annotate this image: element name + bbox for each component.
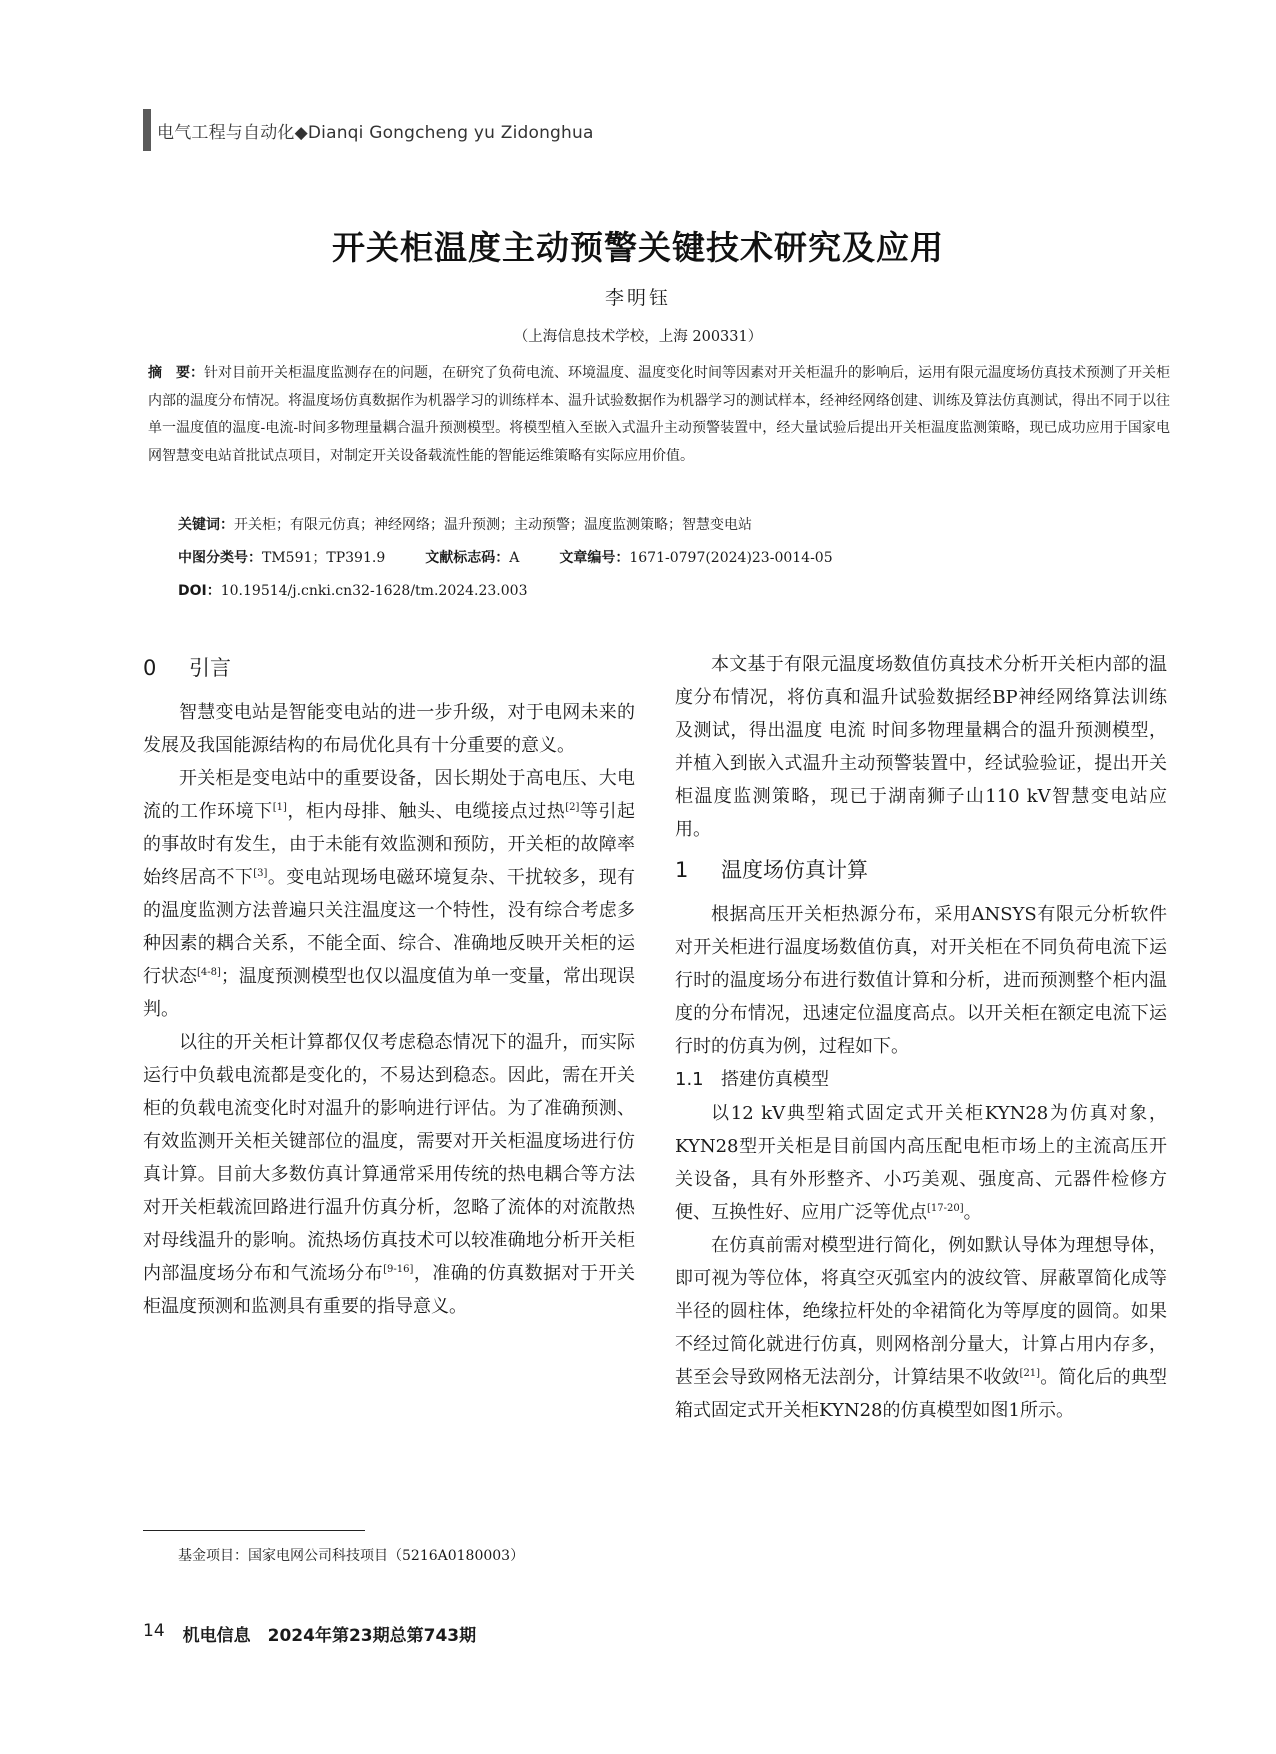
article-affiliation: （上海信息技术学校，上海 200331） bbox=[513, 329, 763, 345]
text-run: 。简化后的典型箱式固定式开关柜KYN28的仿真模型如图1所示。 bbox=[675, 1367, 1168, 1421]
page-number: 14 bbox=[143, 1621, 165, 1641]
document-code bbox=[425, 547, 519, 567]
citation: [17-20] bbox=[927, 1203, 964, 1214]
keywords-label: 关键词： bbox=[178, 517, 234, 533]
doi-value: 10.19514/j.cnki.cn32-1628/tm.2024.23.003 bbox=[220, 583, 528, 599]
text-run: ，柜内母排、触头、电缆接点过热 bbox=[286, 801, 566, 822]
right-column bbox=[675, 648, 1167, 1427]
section-title: 引言 bbox=[189, 656, 231, 680]
running-header bbox=[143, 108, 594, 152]
doi-label: DOI： bbox=[178, 583, 221, 599]
clc-label: 中图分类号： bbox=[178, 550, 262, 566]
section-title: 温度场仿真计算 bbox=[721, 858, 868, 882]
clc-number bbox=[178, 547, 385, 567]
text-run: ，准确的仿真数据对于开关柜温度预测和监测具有重要的指导意义。 bbox=[143, 1263, 635, 1317]
footnote-rule bbox=[143, 1530, 365, 1531]
clc-value: TM591；TP391.9 bbox=[262, 550, 386, 566]
abstract-text: 针对目前开关柜温度监测存在的问题，在研究了负荷电流、环境温度、温度变化时间等因素对开关柜温升的影响后，运用有限元温度场仿真技术预测了开关柜内部的温度分布情况。将温度场仿真数据作为机器学习的训练样本、温升试验数据作为机器学习的测试样本，经神经网络创建、训练及算法仿真测试，得出不同于以往单一温度值的温度-电流-时间多物理量耦合温升预测模型。将模型植入至嵌入式温升主动预警装置中，经大量试验后提出开关柜温度监测策略，现已成功应用于国家电网智慧变电站首批试点项目，对制定开关设备载流性能的智能运维策略有实际应用价值。 bbox=[148, 365, 1170, 464]
article-number-value: 1671-0797(2024)23-0014-05 bbox=[629, 550, 833, 566]
keywords-text: 开关柜；有限元仿真；神经网络；温升预测；主动预警；温度监测策略；智慧变电站 bbox=[234, 517, 752, 533]
text-run: 在仿真前需对模型进行简化，例如默认导体为理想导体，即可视为等位体，将真空灭弧室内的波纹管、屏蔽罩简化成等半径的圆柱体，绝缘拉杆处的伞裙简化为等厚度的圆筒。如果不经过简化就进行仿真，则网格剖分量大，计算占用内存多，甚至会导致网格无法剖分，计算结果不收敛 bbox=[675, 1235, 1167, 1388]
citation: [4-8] bbox=[197, 967, 221, 978]
article-title: 开关柜温度主动预警关键技术研究及应用 bbox=[332, 228, 944, 267]
subsection-number: 1.1 bbox=[675, 1069, 704, 1090]
paragraph bbox=[675, 1097, 1167, 1229]
article-author: 李明钰 bbox=[604, 287, 671, 309]
subsection-title: 搭建仿真模型 bbox=[721, 1069, 829, 1090]
text-run: 以12 kV典型箱式固定式开关柜KYN28为仿真对象，KYN28型开关柜是目前国内高压配电柜市场上的主流高压开关设备，具有外形整齐、小巧美观、强度高、元器件检修方便、互换性好、应用广泛等优点 bbox=[675, 1103, 1167, 1223]
journal-info: 机电信息 2024年第23期总第743期 bbox=[182, 1626, 477, 1646]
abstract-label: 摘 要： bbox=[148, 365, 204, 381]
section-1-1-heading bbox=[675, 1063, 1167, 1097]
left-column bbox=[143, 648, 635, 1323]
text-run: 等引起的事故时有发生，由于未能有效监测和预防，开关柜的故障率始终居高不下 bbox=[143, 801, 636, 888]
doi bbox=[178, 580, 527, 600]
text-run: 以往的开关柜计算都仅仅考虑稳态情况下的温升，而实际运行中负载电流都是变化的，不易达到稳态。因此，需在开关柜的负载电流变化时对温升的影响进行评估。为了准确预测、有效监测开关柜关键部位的温度，需要对开关柜温度场进行仿真计算。目前大多数仿真计算通常采用传统的热电耦合等方法对开关柜载流回路进行温升仿真分析，忽略了流体的对流散热对母线温升的影响。流热场仿真技术可以较准确地分析开关柜内部温度场分布和气流场分布 bbox=[143, 1032, 635, 1284]
article-number bbox=[559, 547, 832, 567]
section-number: 1 bbox=[675, 858, 689, 882]
text-run: 。 bbox=[963, 1202, 982, 1223]
classification-line bbox=[178, 547, 833, 567]
header-bar bbox=[143, 109, 151, 151]
paragraph bbox=[143, 1026, 635, 1323]
text-run: ；温度预测模型也仅以温度值为单一变量，常出现误判。 bbox=[143, 966, 636, 1020]
text-run: 。变电站现场电磁环境复杂、干扰较多，现有的温度监测方法普遍只关注温度这一个特性，没有综合考虑多种因素的耦合关系，不能全面、综合、准确地反映开关柜的运行状态 bbox=[143, 867, 636, 987]
article-number-label: 文章编号： bbox=[559, 550, 630, 566]
paragraph: 智慧变电站是智能变电站的进一步升级，对于电网未来的发展及我国能源结构的布局优化具有十分重要的意义。 bbox=[143, 702, 635, 756]
section-1-heading bbox=[675, 850, 1167, 898]
footnote-label: 基金项目： bbox=[178, 1548, 248, 1564]
citation: [3] bbox=[253, 868, 268, 879]
paragraph bbox=[143, 762, 635, 1026]
page-footer bbox=[143, 1621, 476, 1646]
paragraph: 根据高压开关柜热源分布，采用ANSYS有限元分析软件对开关柜进行温度场数值仿真，对开关柜在不同负荷电流下运行时的温度场分布进行数值计算和分析，进而预测整个柜内温度的分布情况，迅速定位温度高点。以开关柜在额定电流下运行时的仿真为例，过程如下。 bbox=[675, 904, 1167, 1057]
section-number: 0 bbox=[143, 656, 157, 680]
doc-code-value: A bbox=[509, 550, 520, 566]
citation: [2] bbox=[565, 802, 580, 813]
doc-code-label: 文献标志码： bbox=[425, 550, 510, 566]
paragraph bbox=[675, 1229, 1167, 1427]
funding-footnote bbox=[178, 1545, 524, 1565]
text-run: 开关柜是变电站中的重要设备，因长期处于高电压、大电流的工作环境下 bbox=[143, 768, 635, 822]
paragraph: 本文基于有限元温度场数值仿真技术分析开关柜内部的温度分布情况，将仿真和温升试验数据经BP神经网络算法训练及测试，得出温度 电流 时间多物理量耦合的温升预测模型，并植入到嵌入式温升主动预警装置中，经试验验证，提出开关柜温度监测策略，现已于湖南狮子山110 kV智慧变电站应用。 bbox=[675, 654, 1167, 840]
citation: [1] bbox=[272, 802, 287, 813]
section-0-heading bbox=[143, 648, 635, 696]
abstract bbox=[148, 360, 1170, 470]
citation: [9-16] bbox=[383, 1264, 414, 1275]
footnote-text: 国家电网公司科技项目（5216A0180003） bbox=[248, 1548, 525, 1564]
keywords bbox=[178, 514, 752, 534]
running-title: 电气工程与自动化◆Dianqi Gongcheng yu Zidonghua bbox=[157, 122, 594, 143]
citation: [21] bbox=[1019, 1368, 1041, 1379]
